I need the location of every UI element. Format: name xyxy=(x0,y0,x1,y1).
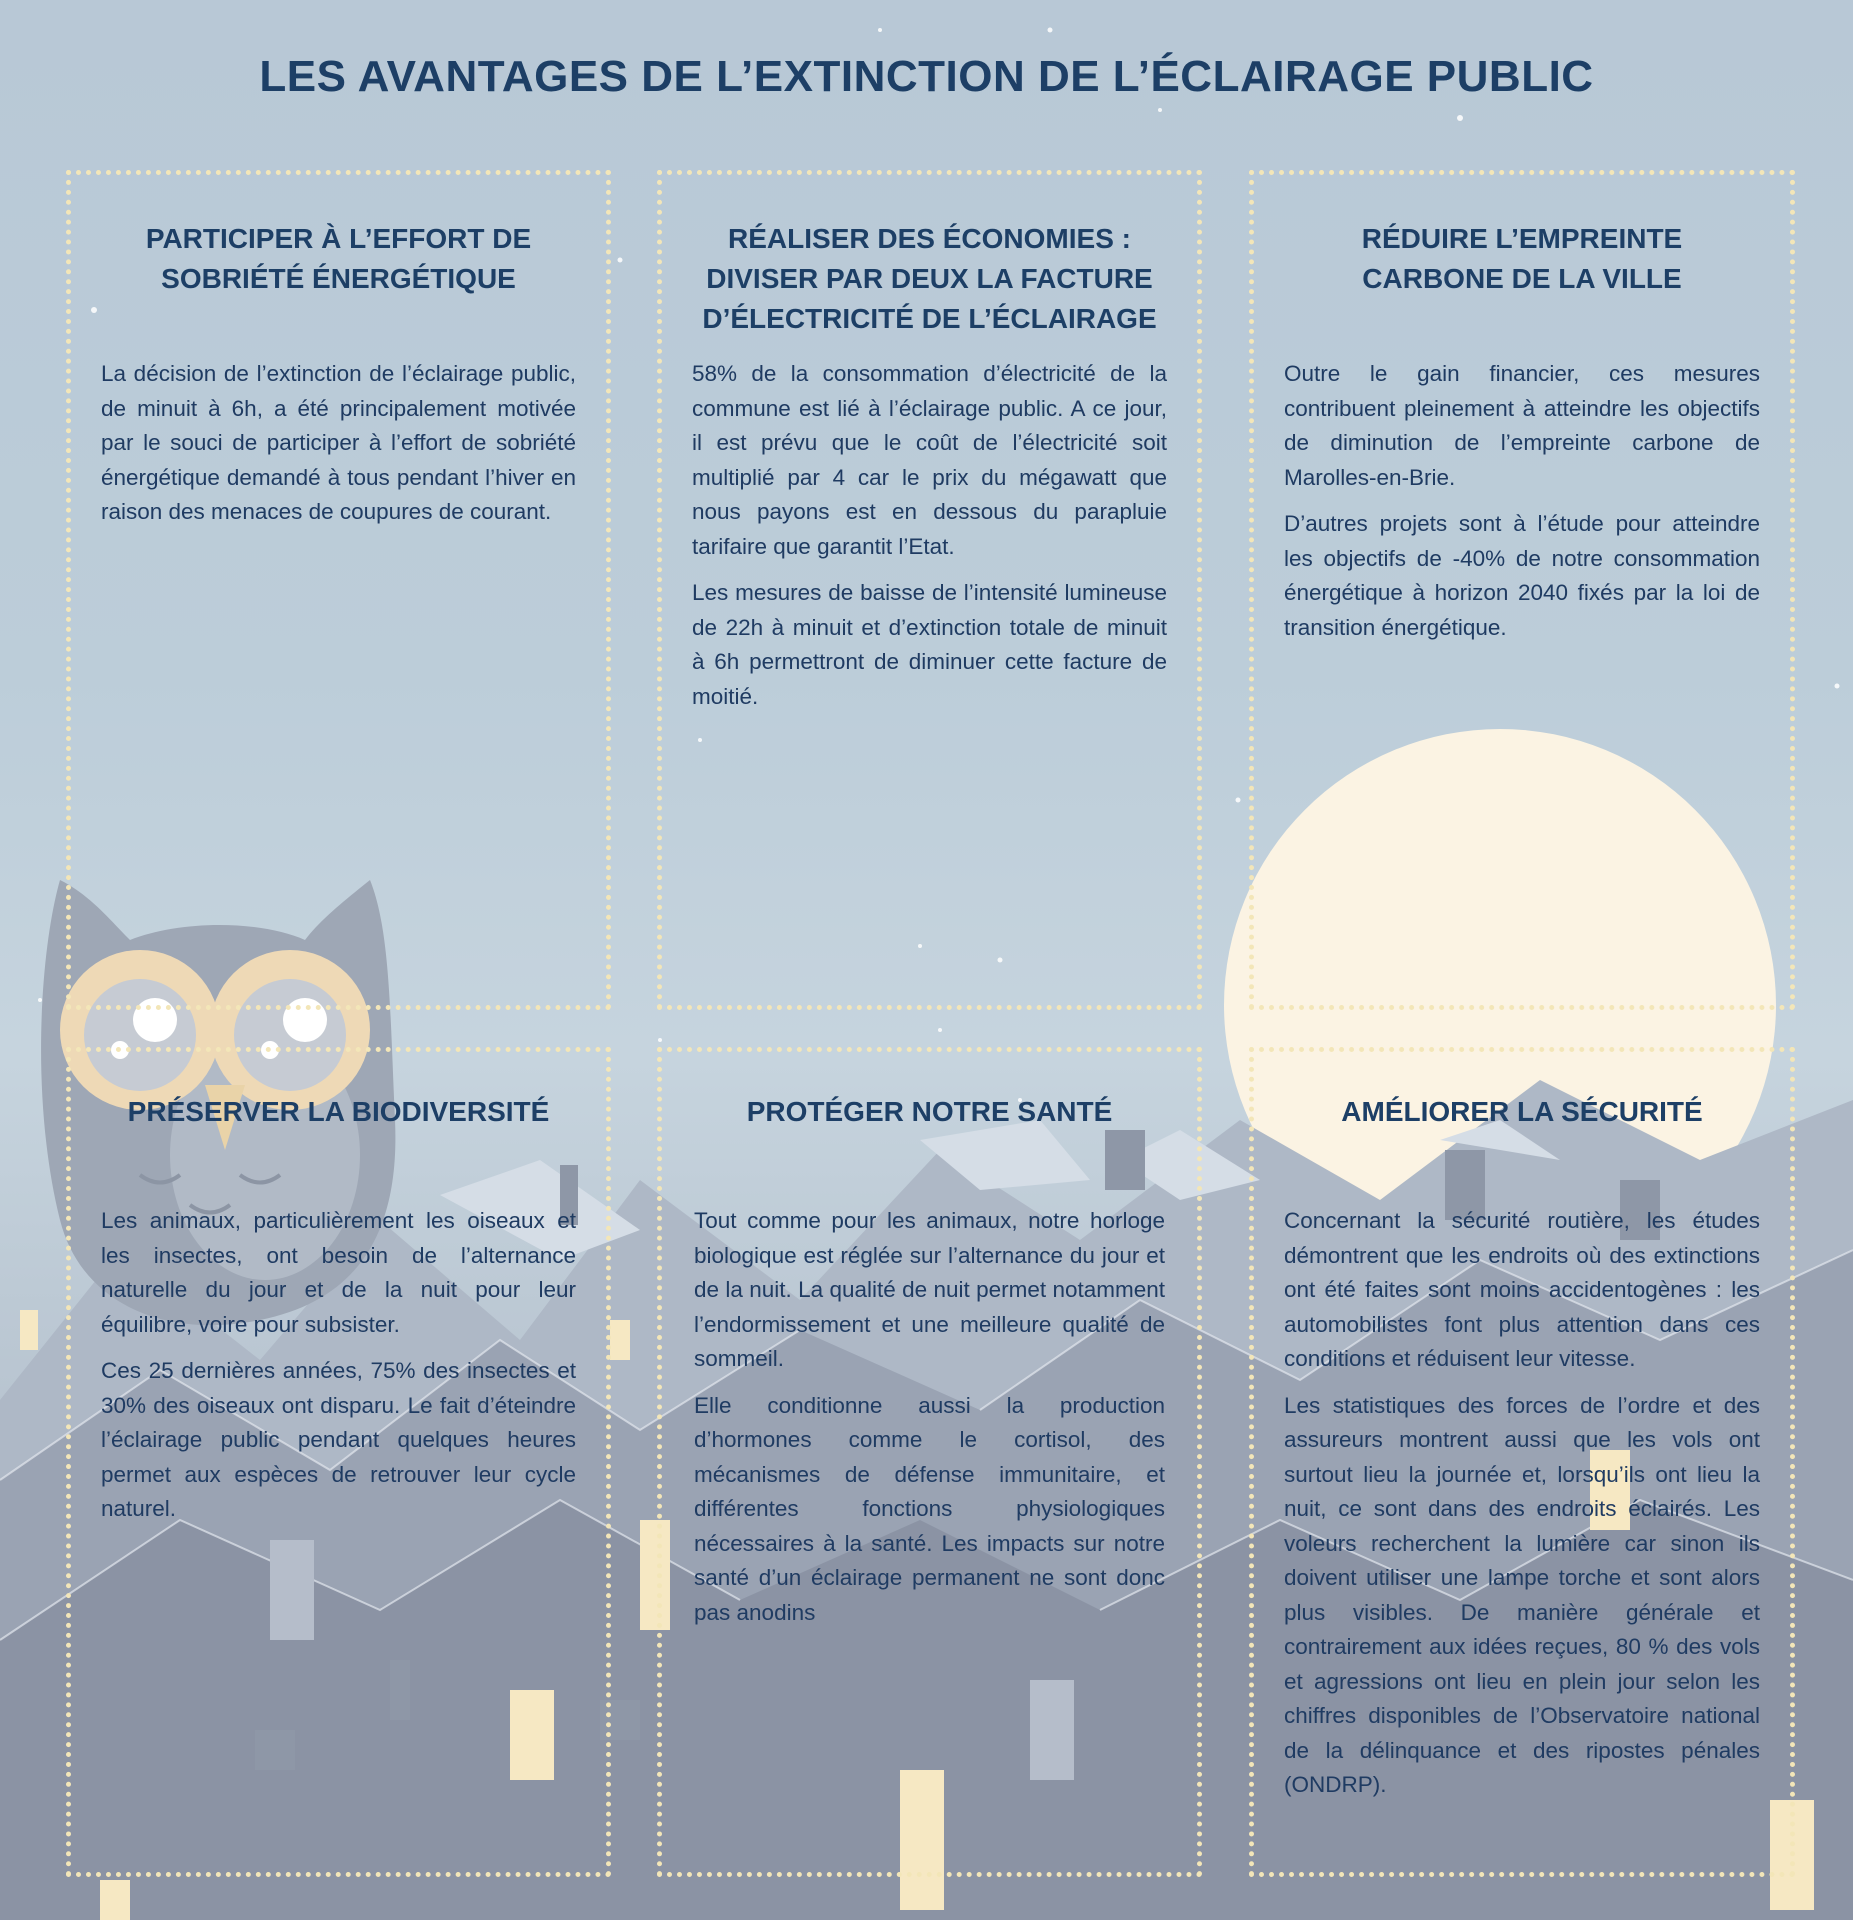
panel-securite xyxy=(1249,1047,1795,1877)
panel-heading: AMÉLIORER LA SÉCURITÉ xyxy=(1341,1096,1703,1127)
panel-sobriete xyxy=(66,170,611,1010)
panel-heading: RÉALISER DES ÉCONOMIES : DIVISER PAR DEUX LA FACTURE D’ÉLECTRICITÉ DE L’ÉCLAIRAGE xyxy=(702,223,1157,334)
panel-paragraph: 58% de la consommation d’électricité de la commune est lié à l’éclairage public. A ce jour, il est prévu que le coût de l’électricité soit multiplié par 4 car le prix du mégawatt que nous payons est en dessous du parapluie tarifaire que garantit l’Etat. xyxy=(692,361,1167,559)
panel-paragraph: Les animaux, particulièrement les oiseaux et les insectes, ont besoin de l’alternance naturelle du jour et de la nuit pour leur équilibre, voire pour subsister. xyxy=(101,1208,576,1337)
panel-heading: PARTICIPER À L’EFFORT DE SOBRIÉTÉ ÉNERGÉTIQUE xyxy=(145,223,532,294)
panel-biodiversite xyxy=(66,1047,611,1877)
panel-paragraph: D’autres projets sont à l’étude pour atteindre les objectifs de -40% de notre consommation énergétique à horizon 2040 fixés par la loi de transition énergétique. xyxy=(1284,511,1760,640)
panel-sante xyxy=(657,1047,1202,1877)
panel-paragraph: Tout comme pour les animaux, notre horloge biologique est réglée sur l’alternance du jour et de la nuit. La qualité de nuit permet notamment l’endormissement et une meilleure qualité de sommeil. xyxy=(694,1208,1165,1371)
panel-paragraph: Outre le gain financier, ces mesures contribuent pleinement à atteindre les objectifs de diminution de l’empreinte carbone de Marolles-en-Brie. xyxy=(1284,361,1760,490)
page-title: LES AVANTAGES DE L’EXTINCTION DE L’ÉCLAIRAGE PUBLIC xyxy=(259,52,1594,101)
panel-heading: PROTÉGER NOTRE SANTÉ xyxy=(746,1096,1113,1127)
panel-paragraph: Concernant la sécurité routière, les études démontrent que les endroits où des extinctions ont été faites sont moins accidentogènes : les automobilistes font plus attention dans ces conditions et réduisent leur vitesse. xyxy=(1284,1208,1760,1371)
panel-paragraph: Ces 25 dernières années, 75% des insectes et 30% des oiseaux ont disparu. Le fait d’éteindre l’éclairage public pendant quelques heures permet aux espèces de retrouver leur cycle naturel. xyxy=(101,1358,576,1521)
panel-economies xyxy=(657,170,1202,1010)
panel-paragraph: Les mesures de baisse de l’intensité lumineuse de 22h à minuit et d’extinction totale de minuit à 6h permettront de diminuer cette facture de moitié. xyxy=(692,580,1167,709)
panel-heading: RÉDUIRE L’EMPREINTE CARBONE DE LA VILLE xyxy=(1361,223,1683,294)
panel-paragraph: La décision de l’extinction de l’éclairage public, de minuit à 6h, a été principalement motivée par le souci de participer à l’effort de sobriété énergétique demandé à tous pendant l’hiver en raison des menaces de coupures de courant. xyxy=(101,361,576,524)
panel-empreinte-carbone xyxy=(1249,170,1795,1010)
panel-paragraph: Elle conditionne aussi la production d’hormones comme le cortisol, des mécanismes de défense immunitaire, et différentes fonctions physiologiques nécessaires à la santé. Les impacts sur notre santé d’un éclairage permanent ne sont donc pas anodins xyxy=(694,1392,1165,1625)
panel-heading: PRÉSERVER LA BIODIVERSITÉ xyxy=(127,1096,550,1127)
panel-paragraph: Les statistiques des forces de l’ordre et des assureurs montrent aussi que les vols ont surtout lieu la journée et, lorsqu’ils ont lieu la nuit, ce sont dans des endroits éclairés. Les voleurs recherchent la lumière car sinon ils doivent utiliser une lampe torche et sont alors plus visibles. De manière générale et contrairement aux idées reçues, 80 % des vols et agressions ont lieu en plein jour selon les chiffres disponibles de l’Observatoire national de la délinquance et des ripostes pénales (ONDRP). xyxy=(1284,1392,1760,1797)
